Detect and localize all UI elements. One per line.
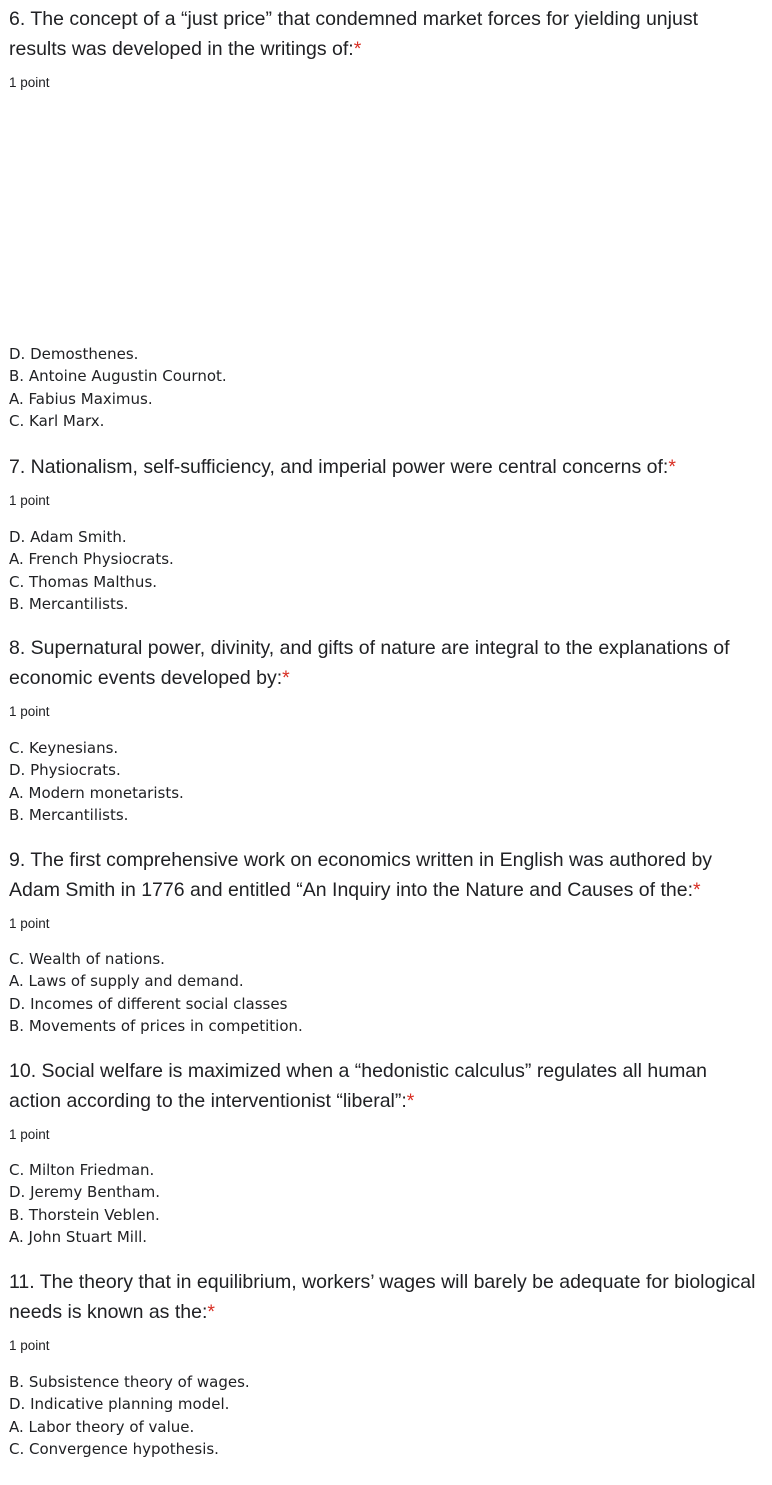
- option-item[interactable]: C. Convergence hypothesis.: [9, 1440, 219, 1459]
- question-8: [9, 633, 759, 825]
- option-item[interactable]: D. Adam Smith.: [9, 528, 127, 546]
- points-label: 1 point: [9, 916, 50, 931]
- option-item[interactable]: B. Thorstein Veblen.: [9, 1205, 160, 1224]
- option-item[interactable]: A. Fabius Maximus.: [9, 389, 153, 408]
- question-title: 7. Nationalism, self-sufficiency, and imperial power were central concerns of:*: [9, 456, 676, 478]
- required-asterisk: *: [282, 667, 290, 689]
- option-item[interactable]: C. Keynesians.: [9, 739, 119, 757]
- option-item[interactable]: B. Movements of prices in competition.: [9, 1017, 303, 1036]
- question-6: [9, 4, 759, 431]
- option-item[interactable]: C. Milton Friedman.: [9, 1161, 155, 1179]
- question-title: 6. The concept of a “just price” that condemned market forces for yielding unjust results was developed in the writings of:*: [9, 8, 698, 60]
- points-label: 1 point: [9, 75, 50, 90]
- question-9: [9, 845, 759, 1036]
- option-item[interactable]: D. Incomes of different social classes: [9, 994, 288, 1013]
- points-label: 1 point: [9, 1127, 50, 1142]
- option-item[interactable]: A. Labor theory of value.: [9, 1417, 195, 1436]
- options-list: [9, 948, 303, 1038]
- option-item[interactable]: B. Mercantilists.: [9, 806, 129, 825]
- question-title: 11. The theory that in equilibrium, workers’ wages will barely be adequate for biological needs is known as the:*: [9, 1271, 756, 1323]
- option-item[interactable]: A. Modern monetarists.: [9, 783, 184, 802]
- required-asterisk: *: [668, 456, 676, 478]
- option-item[interactable]: C. Wealth of nations.: [9, 950, 165, 968]
- options-list: [9, 1159, 160, 1249]
- required-asterisk: *: [353, 38, 362, 60]
- option-item[interactable]: A. French Physiocrats.: [9, 550, 174, 569]
- options-list: [9, 526, 174, 616]
- question-title: 10. Social welfare is maximized when a “hedonistic calculus” regulates all human action according to the interventionist “liberal”:*: [9, 1060, 708, 1112]
- points-label: 1 point: [9, 704, 50, 719]
- required-asterisk: *: [406, 1090, 415, 1112]
- points-label: 1 point: [9, 1338, 50, 1353]
- question-11: [9, 1267, 759, 1459]
- options-list: [9, 737, 184, 827]
- option-item[interactable]: A. John Stuart Mill.: [9, 1228, 148, 1247]
- options-list: [9, 1371, 250, 1461]
- option-item[interactable]: D. Jeremy Bentham.: [9, 1183, 161, 1202]
- option-item[interactable]: D. Demosthenes.: [9, 345, 139, 363]
- required-asterisk: *: [693, 879, 701, 901]
- question-title: 8. Supernatural power, divinity, and gifts of nature are integral to the explanations of economic events developed by:*: [9, 637, 730, 689]
- question-10: [9, 1056, 759, 1247]
- option-item[interactable]: D. Physiocrats.: [9, 761, 121, 780]
- option-item[interactable]: C. Thomas Malthus.: [9, 572, 158, 591]
- points-label: 1 point: [9, 493, 50, 508]
- option-item[interactable]: C. Karl Marx.: [9, 412, 105, 431]
- option-item[interactable]: D. Indicative planning model.: [9, 1395, 230, 1414]
- options-list: [9, 343, 227, 433]
- question-7: [9, 452, 759, 614]
- option-item[interactable]: A. Laws of supply and demand.: [9, 972, 244, 991]
- option-item[interactable]: B. Subsistence theory of wages.: [9, 1373, 250, 1391]
- option-item[interactable]: B. Antoine Augustin Cournot.: [9, 367, 227, 386]
- required-asterisk: *: [207, 1301, 215, 1323]
- question-title: 9. The first comprehensive work on economics written in English was authored by Adam Smith in 1776 and entitled “An Inquiry into the Nature and Causes of the:*: [9, 849, 713, 901]
- option-item[interactable]: B. Mercantilists.: [9, 595, 129, 614]
